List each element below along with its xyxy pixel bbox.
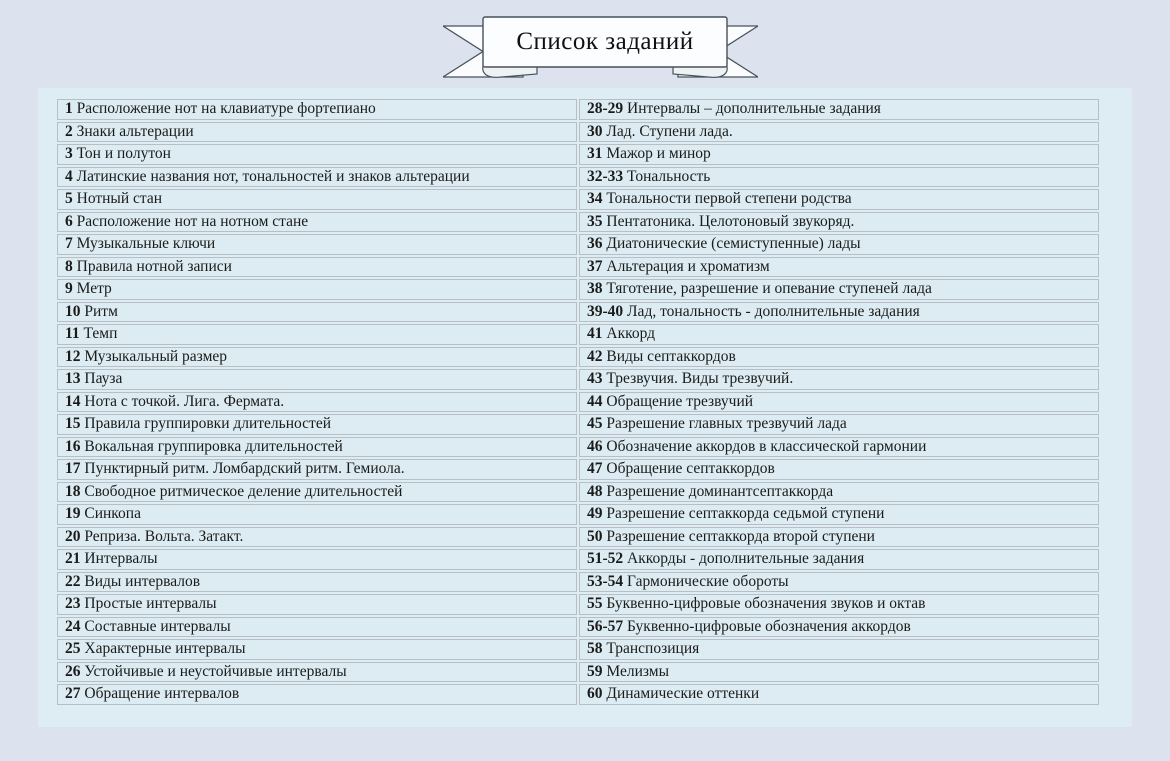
task-cell (57, 279, 577, 300)
task-number: 32-33 (587, 167, 624, 185)
task-number: 47 (587, 460, 603, 477)
task-table (55, 97, 1101, 707)
task-cell (57, 122, 577, 143)
task-cell (579, 347, 1099, 368)
task-title: Альтерация и хроматизм (602, 257, 770, 275)
table-row (57, 302, 1099, 323)
task-cell (57, 527, 577, 548)
task-cell (57, 144, 577, 165)
task-cell (57, 392, 577, 413)
task-cell (579, 572, 1099, 593)
task-title: Тональности первой степени родства (602, 190, 852, 207)
task-number: 10 (65, 302, 81, 320)
task-cell (579, 369, 1099, 390)
task-title: Виды интервалов (80, 572, 201, 590)
task-cell (579, 482, 1099, 503)
task-title: Аккорды - дополнительные задания (623, 550, 865, 567)
task-number: 39-40 (587, 302, 624, 320)
task-number: 50 (587, 527, 603, 545)
task-title: Разрешение септаккорда второй ступени (602, 527, 875, 545)
table-row (57, 527, 1099, 548)
task-title: Мажор и минор (602, 145, 711, 162)
task-cell (57, 459, 577, 480)
table-row (57, 347, 1099, 368)
task-title: Обращение септаккордов (602, 460, 775, 477)
task-title: Метр (72, 280, 112, 297)
task-number: 45 (587, 415, 603, 432)
task-title: Разрешение доминантсептаккорда (602, 482, 834, 500)
table-row (57, 257, 1099, 278)
task-title: Знаки альтерации (72, 122, 194, 140)
task-title: Устойчивые и неустойчивые интервалы (80, 662, 347, 680)
task-number: 55 (587, 595, 603, 612)
table-row (57, 369, 1099, 390)
task-title: Нотный стан (72, 190, 163, 207)
task-title: Реприза. Вольта. Затакт. (80, 527, 244, 545)
task-number: 17 (65, 460, 81, 477)
task-cell (57, 639, 577, 660)
task-number: 44 (587, 392, 603, 410)
task-number: 48 (587, 482, 603, 500)
table-row (57, 212, 1099, 233)
task-title: Характерные интервалы (80, 640, 246, 657)
task-cell (579, 527, 1099, 548)
task-title: Лад. Ступени лада. (602, 122, 733, 140)
task-cell (57, 257, 577, 278)
task-cell (579, 257, 1099, 278)
task-number: 8 (65, 257, 73, 275)
task-title: Музыкальный размер (80, 347, 228, 365)
task-title: Обращение интервалов (80, 685, 240, 702)
table-row (57, 392, 1099, 413)
task-title: Свободное ритмическое деление длительностей (80, 482, 403, 500)
task-number: 30 (587, 122, 603, 140)
task-cell (579, 662, 1099, 683)
task-title: Латинские названия нот, тональностей и знаков альтерации (72, 167, 470, 185)
task-title: Синкопа (80, 505, 141, 522)
task-title: Трезвучия. Виды трезвучий. (602, 370, 794, 387)
task-cell (57, 504, 577, 525)
task-number: 42 (587, 347, 603, 365)
task-title: Пауза (80, 370, 123, 387)
task-title: Разрешение главных трезвучий лада (602, 415, 847, 432)
task-title: Темп (79, 325, 118, 342)
table-row (57, 482, 1099, 503)
task-cell (57, 347, 577, 368)
task-number: 26 (65, 662, 81, 680)
task-number: 35 (587, 212, 603, 230)
task-cell (579, 639, 1099, 660)
task-title: Разрешение септаккорда седьмой ступени (602, 505, 885, 522)
table-row (57, 324, 1099, 345)
task-cell (57, 212, 577, 233)
task-number: 31 (587, 145, 603, 162)
task-cell (579, 459, 1099, 480)
task-number: 49 (587, 505, 603, 522)
task-title: Ритм (80, 302, 118, 320)
task-number: 24 (65, 617, 81, 635)
task-cell (57, 662, 577, 683)
table-row (57, 549, 1099, 570)
task-number: 46 (587, 437, 603, 455)
task-cell (579, 99, 1099, 120)
task-cell (57, 414, 577, 435)
task-cell (579, 144, 1099, 165)
task-cell (579, 212, 1099, 233)
table-row (57, 639, 1099, 660)
table-row (57, 504, 1099, 525)
task-title: Буквенно-цифровые обозначения звуков и октав (602, 595, 926, 612)
task-number: 34 (587, 190, 603, 207)
table-row (57, 662, 1099, 683)
task-cell (57, 617, 577, 638)
task-number: 7 (65, 235, 73, 252)
task-title: Расположение нот на нотном стане (72, 212, 309, 230)
table-row (57, 414, 1099, 435)
task-title: Динамические оттенки (602, 685, 760, 702)
task-number: 51-52 (587, 550, 624, 567)
task-number: 21 (65, 550, 81, 567)
task-title: Обращение трезвучий (602, 392, 754, 410)
task-number: 36 (587, 235, 603, 252)
task-title: Мелизмы (602, 662, 669, 680)
task-number: 4 (65, 167, 73, 185)
task-number: 28-29 (587, 100, 624, 117)
task-title: Музыкальные ключи (72, 235, 216, 252)
task-title: Тяготение, разрешение и опевание ступеней лада (602, 280, 932, 297)
task-title: Гармонические обороты (623, 572, 789, 590)
task-title: Нота с точкой. Лига. Фермата. (80, 392, 285, 410)
task-cell (57, 437, 577, 458)
task-title: Диатонические (семиступенные) лады (602, 235, 861, 252)
task-title: Интервалы (80, 550, 158, 567)
task-cell (579, 594, 1099, 615)
task-number: 12 (65, 347, 81, 365)
task-cell (57, 549, 577, 570)
task-number: 14 (65, 392, 81, 410)
task-title: Простые интервалы (80, 595, 217, 612)
task-title: Буквенно-цифровые обозначения аккордов (623, 617, 911, 635)
table-row (57, 189, 1099, 210)
table-row (57, 617, 1099, 638)
title-banner (443, 10, 758, 80)
table-row (57, 122, 1099, 143)
task-cell (57, 594, 577, 615)
task-cell (579, 167, 1099, 188)
task-cell (579, 437, 1099, 458)
task-title: Лад, тональность - дополнительные задания (623, 302, 920, 320)
task-cell (57, 302, 577, 323)
task-title: Правила группировки длительностей (80, 415, 331, 432)
task-number: 20 (65, 527, 81, 545)
task-number: 58 (587, 640, 603, 657)
task-title: Тон и полутон (72, 145, 171, 162)
table-row (57, 234, 1099, 255)
table-row (57, 594, 1099, 615)
task-cell (579, 617, 1099, 638)
task-number: 38 (587, 280, 603, 297)
task-number: 53-54 (587, 572, 624, 590)
task-cell (57, 324, 577, 345)
table-row (57, 437, 1099, 458)
task-number: 3 (65, 145, 73, 162)
task-cell (579, 122, 1099, 143)
task-cell (579, 392, 1099, 413)
task-number: 59 (587, 662, 603, 680)
task-cell (579, 279, 1099, 300)
task-cell (579, 549, 1099, 570)
task-number: 25 (65, 640, 81, 657)
task-title: Интервалы – дополнительные задания (623, 100, 881, 117)
task-number: 9 (65, 280, 73, 297)
task-number: 15 (65, 415, 81, 432)
task-cell (579, 414, 1099, 435)
task-title: Пентатоника. Целотоновый звукоряд. (602, 212, 855, 230)
task-number: 56-57 (587, 617, 624, 635)
table-row (57, 572, 1099, 593)
task-title: Аккорд (602, 325, 656, 342)
task-cell (57, 189, 577, 210)
table-row (57, 99, 1099, 120)
task-cell (57, 684, 577, 705)
task-number: 13 (65, 370, 81, 387)
task-cell (57, 234, 577, 255)
table-row (57, 459, 1099, 480)
task-cell (579, 684, 1099, 705)
task-cell (579, 504, 1099, 525)
task-cell (57, 369, 577, 390)
task-cell (579, 189, 1099, 210)
task-cell (579, 302, 1099, 323)
task-title: Транспозиция (602, 640, 700, 657)
task-title: Вокальная группировка длительностей (80, 437, 343, 455)
task-cell (579, 324, 1099, 345)
table-row (57, 684, 1099, 705)
task-cell (57, 167, 577, 188)
task-title: Расположение нот на клавиатуре фортепиано (72, 100, 376, 117)
task-number: 23 (65, 595, 81, 612)
task-cell (579, 234, 1099, 255)
task-number: 2 (65, 122, 73, 140)
page-title: Список заданий (516, 28, 694, 55)
task-number: 1 (65, 100, 73, 117)
table-row (57, 144, 1099, 165)
task-title: Тональность (623, 167, 711, 185)
table-row (57, 279, 1099, 300)
task-cell (57, 572, 577, 593)
task-title: Виды септаккордов (602, 347, 736, 365)
task-title: Обозначение аккордов в классической гармонии (602, 437, 927, 455)
task-number: 27 (65, 685, 81, 702)
task-cell (57, 99, 577, 120)
task-number: 22 (65, 572, 81, 590)
task-number: 19 (65, 505, 81, 522)
task-number: 16 (65, 437, 81, 455)
task-number: 11 (65, 325, 80, 342)
task-number: 41 (587, 325, 603, 342)
task-number: 43 (587, 370, 603, 387)
task-number: 6 (65, 212, 73, 230)
task-number: 60 (587, 685, 603, 702)
task-title: Составные интервалы (80, 617, 231, 635)
table-row (57, 167, 1099, 188)
task-title: Правила нотной записи (72, 257, 232, 275)
task-number: 37 (587, 257, 603, 275)
task-number: 5 (65, 190, 73, 207)
task-cell (57, 482, 577, 503)
task-number: 18 (65, 482, 81, 500)
task-title: Пунктирный ритм. Ломбардский ритм. Гемиола. (80, 460, 405, 477)
